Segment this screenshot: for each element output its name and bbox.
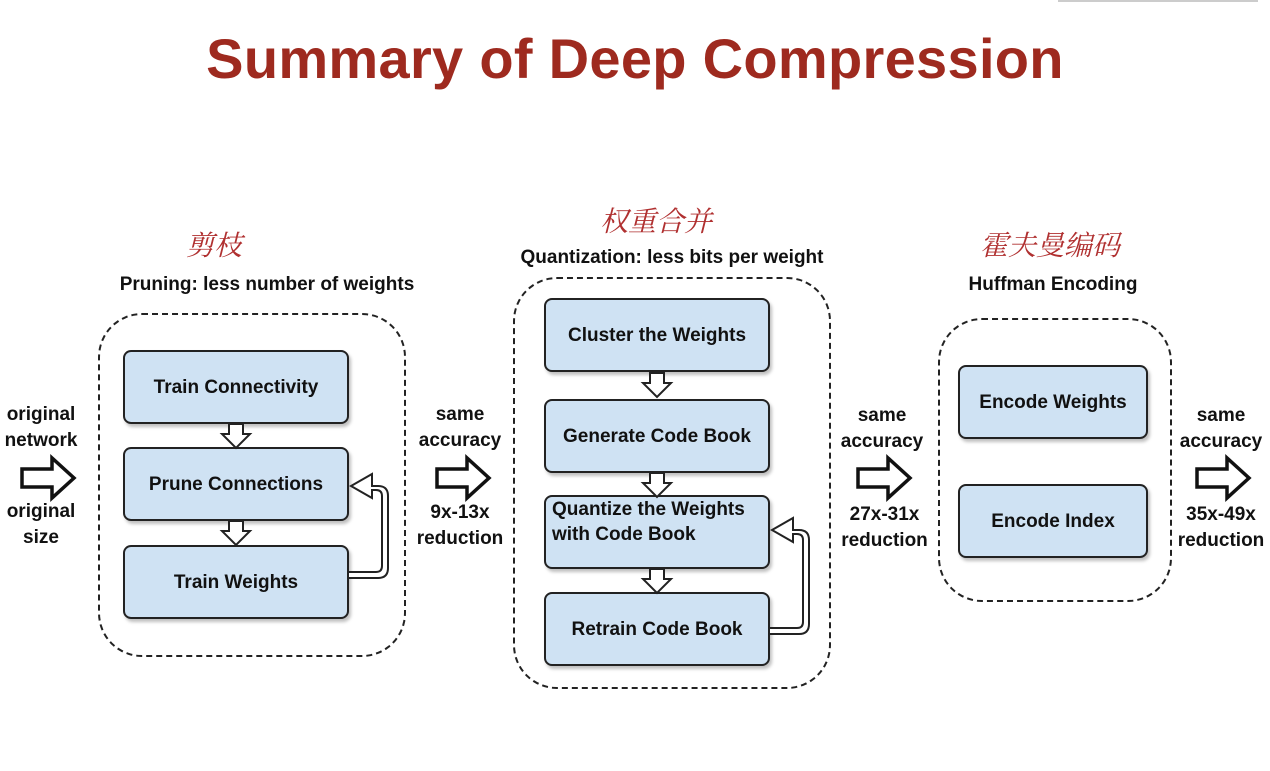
huffman-annotation: 霍夫曼编码 — [980, 229, 1121, 262]
generate-code-book-box: Generate Code Book — [544, 399, 770, 473]
quantization-label: Quantization: less bits per weight — [520, 247, 824, 268]
input-line-network: network — [4, 430, 78, 451]
quantize-weights-line2: with Code Book — [552, 524, 696, 545]
input-line-original-2: original — [6, 501, 76, 522]
encode-index-box: Encode Index — [958, 484, 1148, 558]
down-arrow-icon-4 — [643, 473, 671, 497]
down-arrow-icon-3 — [643, 373, 671, 397]
quantization-result-ratio: 27x-31x — [849, 504, 920, 525]
train-weights-box: Train Weights — [123, 545, 349, 619]
down-arrow-icon-1 — [222, 424, 250, 448]
retrain-code-book-box: Retrain Code Book — [544, 592, 770, 666]
down-arrow-icon-2 — [222, 521, 250, 545]
quantization-result-same: same — [857, 405, 907, 426]
huffman-result-reduction: reduction — [1177, 530, 1265, 551]
pruning-loop-arrow-icon — [349, 474, 388, 578]
down-arrow-icon-5 — [643, 569, 671, 593]
pruning-result-same: same — [435, 404, 485, 425]
huffman-result-ratio: 35x-49x — [1186, 504, 1256, 525]
input-line-original: original — [6, 404, 76, 425]
prune-connections-box: Prune Connections — [123, 447, 349, 521]
input-line-size: size — [23, 527, 59, 548]
quantization-annotation: 权重合并 — [600, 205, 713, 238]
pruning-result-ratio: 9x-13x — [430, 502, 490, 523]
quantize-weights-line1: Quantize the Weights — [552, 499, 745, 520]
page-title: Summary of Deep Compression — [206, 27, 1064, 90]
pruning-label: Pruning: less number of weights — [119, 274, 415, 295]
huffman-label: Huffman Encoding — [968, 274, 1138, 295]
huffman-result-accuracy: accuracy — [1179, 431, 1263, 452]
cluster-weights-box: Cluster the Weights — [544, 298, 770, 372]
encode-weights-box: Encode Weights — [958, 365, 1148, 439]
pruning-result-reduction: reduction — [416, 528, 504, 549]
pruning-result-accuracy: accuracy — [418, 430, 502, 451]
huffman-result-same: same — [1196, 405, 1246, 426]
train-connectivity-box: Train Connectivity — [123, 350, 349, 424]
pruning-output-arrow-icon — [437, 458, 489, 498]
quantization-output-arrow-icon — [858, 458, 910, 498]
huffman-output-arrow-icon — [1197, 458, 1249, 498]
input-arrow-icon — [22, 458, 74, 498]
pruning-annotation: 剪枝 — [186, 229, 243, 262]
quantization-result-reduction: reduction — [841, 530, 928, 551]
quantization-result-accuracy: accuracy — [840, 431, 924, 452]
quantization-loop-arrow-icon — [770, 518, 809, 634]
